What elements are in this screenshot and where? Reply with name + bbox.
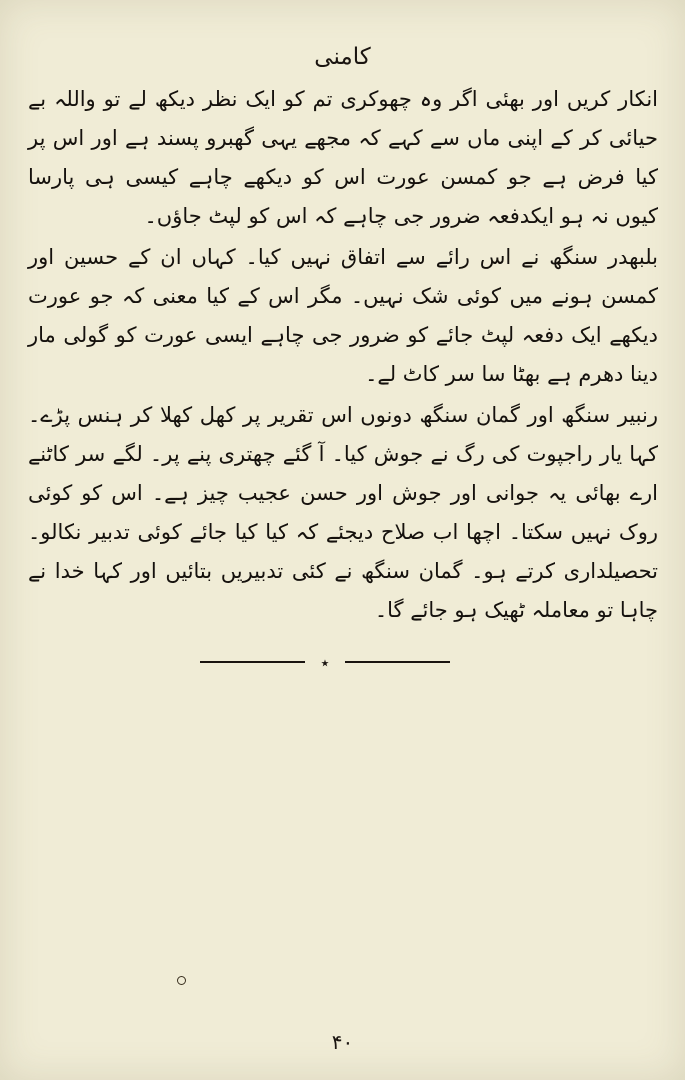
divider-line-right [345,661,450,663]
page-body [28,80,658,632]
paper-spot [177,976,186,985]
paragraph-3: رنبیر سنگھ اور گمان سنگھ دونوں اس تقریر پر کھل کھلا کر ہنس پڑے۔ کہا یار راجپوت کی رگ نے جوش کیا۔ آ گئے چھتری پنے پر۔ لگے سر کاٹنے ارے بھائی یہ جوانی اور جوش اور حسن عجیب چیز ہے۔ اس کو کوئی روک نہیں سکتا۔ اچھا اب صلاح دیجئے کہ کیا کیا جائے کوئی تدبیر نکالو۔ تحصیلداری کرتے ہو۔ گمان سنگھ نے کئی تدبیریں بتائیں اور کہا خدا نے چاہا تو معاملہ ٹھیک ہو جائے گا۔ [28,403,658,622]
divider-ornament: ٭ [320,653,330,672]
paragraph-1: انکار کریں اور بھئی اگر وہ چھوکری تم کو ایک نظر دیکھ لے تو واللہ بے حیائی کر کے اپنی ماں سے کہے کہ مجھے یہی گھبرو پسند ہے اور اس پر کیا فرض ہے جو کمسن عورت اس کو دیکھے چاہے کیسی ہی پارسا کیوں نہ ہو ایکدفعہ ضرور جی چاہے کہ اس کو لپٹ جاؤں۔ [28,87,658,228]
page-number: ۴۰ [331,1030,354,1054]
divider-line-left [200,661,305,663]
paragraph-2: بلبھدر سنگھ نے اس رائے سے اتفاق نہیں کیا۔ کہاں ان کے حسین اور کمسن ہونے میں کوئی شک نہیں۔ مگر اس کے کیا معنی کہ جو عورت دیکھے ایک دفعہ لپٹ جائے کو ضرور جی چاہے ایسی عورت کو گولی مار دینا دھرم ہے بھٹا سا سر کاٹ لے۔ [28,245,658,386]
section-divider [200,653,450,671]
page-heading: کامنی [314,44,371,70]
